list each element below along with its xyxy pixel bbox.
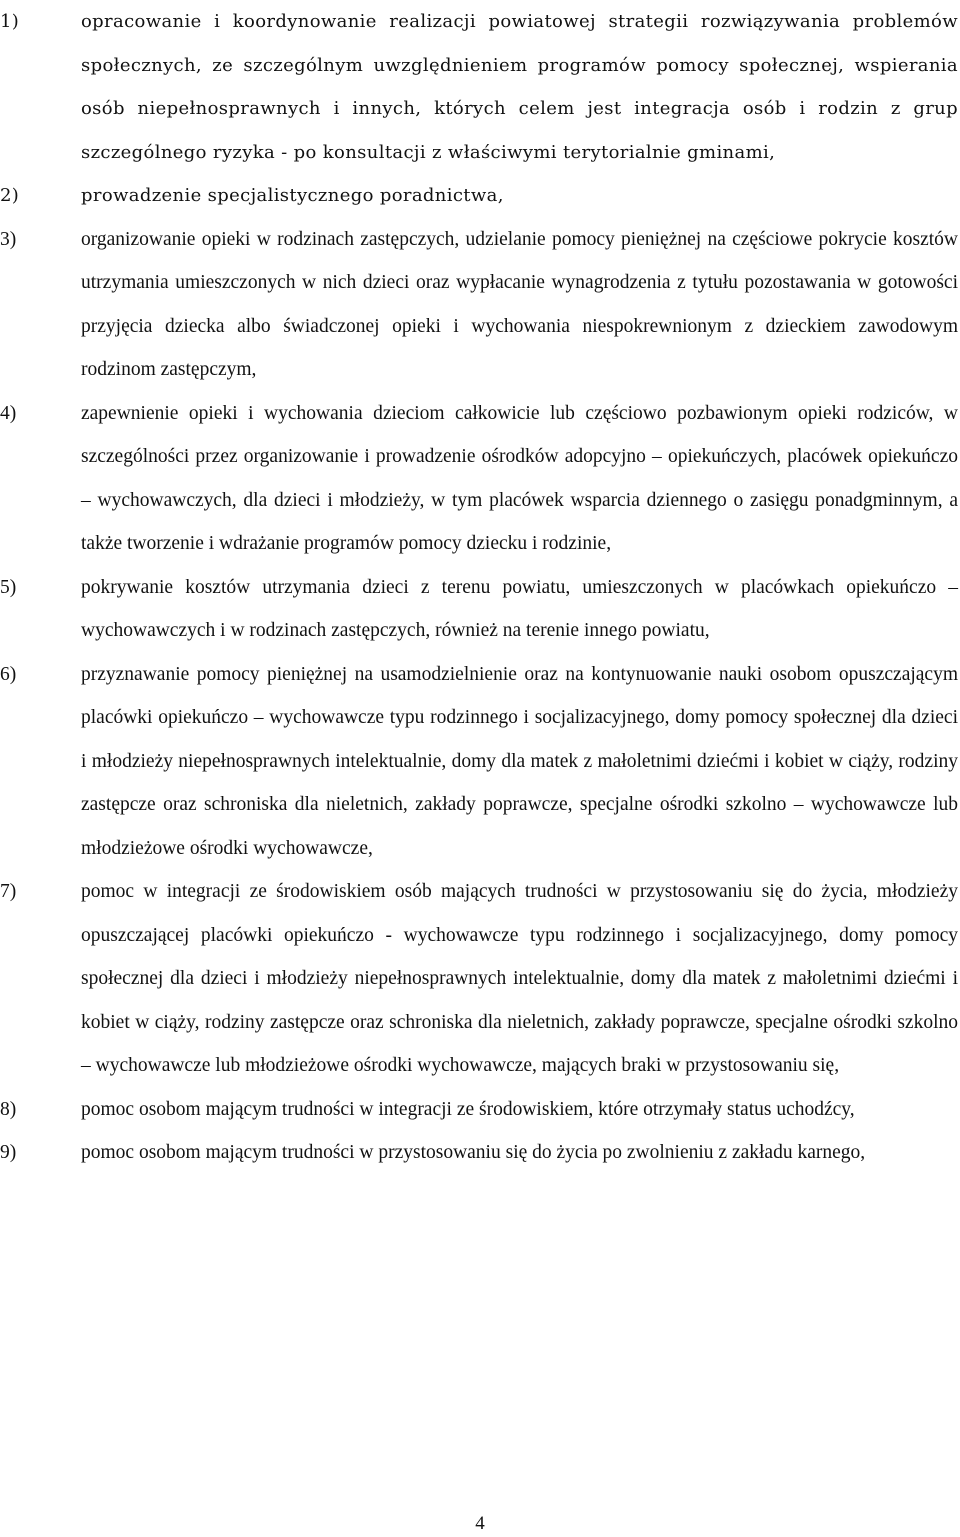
list-item-number: 2) — [0, 185, 20, 206]
list-item-text: prowadzenie specjalistycznego poradnictwa, — [81, 185, 504, 206]
list-item — [0, 0, 958, 174]
list-item — [0, 870, 958, 1088]
list-item-text: pomoc w integracji ze środowiskiem osób mających trudności w przystosowaniu się do życia, młodzieży opuszczającej placówki opiekuńczo - wychowawcze typu rodzinnego i socjalizacyjnego, domy pomocy społecznej dla dzieci i młodzieży niepełnosprawnych intelektualnie, domy dla matek z małoletnimi dziećmi i kobiet w ciąży, rodziny zastępcze oraz schroniska dla nieletnich, zakłady poprawcze, specjalne ośrodki szkolno – wychowawcze lub młodzieżowe ośrodki wychowawcze, mających braki w przystosowaniu się, — [81, 881, 958, 1076]
list-item — [0, 174, 958, 218]
list-item — [0, 392, 958, 566]
list-item-text: pokrywanie kosztów utrzymania dzieci z terenu powiatu, umieszczonych w placówkach opiekuńczo – wychowawczych i w rodzinach zastępczych, również na terenie innego powiatu, — [81, 576, 958, 641]
list-item-number: 3) — [0, 228, 17, 250]
list-item — [0, 1088, 958, 1132]
list-item — [0, 1131, 958, 1175]
list-item-text: opracowanie i koordynowanie realizacji powiatowej strategii rozwiązywania problemów społecznych, ze szczególnym uwzględnieniem programów pomocy społecznej, wspierania osób niepełnosprawnych i innych, których celem jest integracja osób i rodzin z grup szczególnego ryzyka - po konsultacji z właściwymi terytorialnie gminami, — [81, 11, 958, 163]
list-item-number: 1) — [0, 11, 20, 32]
list-item — [0, 566, 958, 653]
page-number: 4 — [475, 1513, 485, 1534]
list-item-number: 4) — [0, 402, 17, 424]
list-item-text: organizowanie opieki w rodzinach zastępczych, udzielanie pomocy pieniężnej na częściowe pokrycie kosztów utrzymania umieszczonych w nich dzieci oraz wypłacanie wynagrodzenia z tytułu pozostawania w gotowości przyjęcia dziecka albo świadczonej opieki i wychowania niespokrewnionym z dzieckiem zawodowym rodzinom zastępczym, — [81, 228, 958, 380]
list-item — [0, 653, 958, 871]
list-item-text: zapewnienie opieki i wychowania dzieciom całkowicie lub częściowo pozbawionym opieki rodziców, w szczególności przez organizowanie i prowadzenie ośrodków adopcyjno – opiekuńczych, placówek opiekuńczo – wychowawczych, dla dzieci i młodzieży, w tym placówek wsparcia dziennego o zasięgu ponadgminnym, a także tworzenie i wdrażanie programów pomocy dziecku i rodzinie, — [81, 402, 958, 554]
list-item-text: pomoc osobom mającym trudności w przystosowaniu się do życia po zwolnieniu z zakładu karnego, — [81, 1142, 866, 1163]
list-item-text: pomoc osobom mającym trudności w integracji ze środowiskiem, które otrzymały status uchodźcy, — [81, 1098, 855, 1120]
list-item-number: 8) — [0, 1098, 17, 1120]
list-item-number: 6) — [0, 663, 17, 685]
list-item-number: 9) — [0, 1142, 17, 1163]
list-item — [0, 218, 958, 392]
list-item-number: 7) — [0, 881, 17, 902]
list-item-number: 5) — [0, 576, 17, 598]
list-item-text: przyznawanie pomocy pieniężnej na usamodzielnienie oraz na kontynuowanie nauki osobom opuszczającym placówki opiekuńczo – wychowawcze typu rodzinnego i socjalizacyjnego, domy pomocy społecznej dla dzieci i młodzieży niepełnosprawnych intelektualnie, domy dla matek z małoletnimi dziećmi i kobiet w ciąży, rodziny zastępcze oraz schroniska dla nieletnich, zakłady poprawcze, specjalne ośrodki szkolno – wychowawcze lub młodzieżowe ośrodki wychowawcze, — [81, 663, 958, 859]
